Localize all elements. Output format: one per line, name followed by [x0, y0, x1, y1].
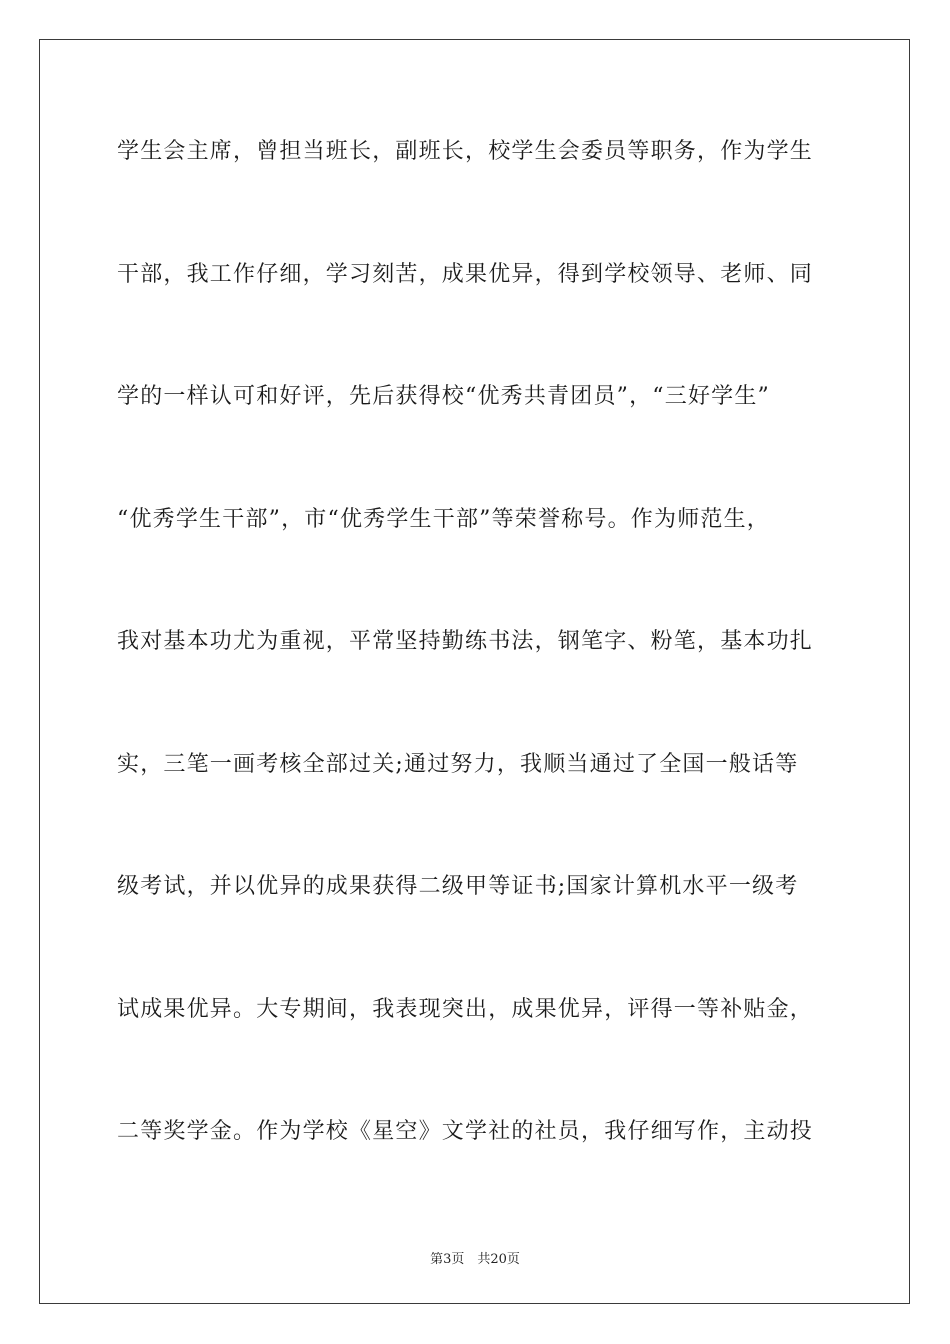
- text-line: 学生会主席，曾担当班长，副班长，校学生会委员等职务，作为学生: [117, 139, 814, 164]
- page-number-footer: 第3页 共20页: [430, 1252, 520, 1267]
- text-line: “优秀学生干部”，市“优秀学生干部”等荣誉称号。作为师范生，: [117, 506, 770, 532]
- text-line: 实，三笔一画考核全部过关;通过努力，我顺当通过了全国一般话等: [117, 751, 799, 777]
- text-line: 试成果优异。大专期间，我表现突出，成果优异，评得一等补贴金，: [117, 996, 814, 1022]
- document-body: [117, 130, 837, 1233]
- text-line: 学的一样认可和好评，先后获得校“优秀共青团员”，“三好学生”: [117, 384, 770, 409]
- text-line: 级考试，并以优异的成果获得二级甲等证书;国家计算机水平一级考: [117, 874, 799, 899]
- text-line: 干部，我工作仔细，学习刻苦，成果优异，得到学校领导、老师、同: [117, 261, 814, 287]
- text-line: 二等奖学金。作为学校《星空》文学社的社员，我仔细写作，主动投: [117, 1119, 814, 1144]
- text-line: 我对基本功尤为重视，平常坚持勤练书法，钢笔字、粉笔，基本功扎: [117, 629, 814, 654]
